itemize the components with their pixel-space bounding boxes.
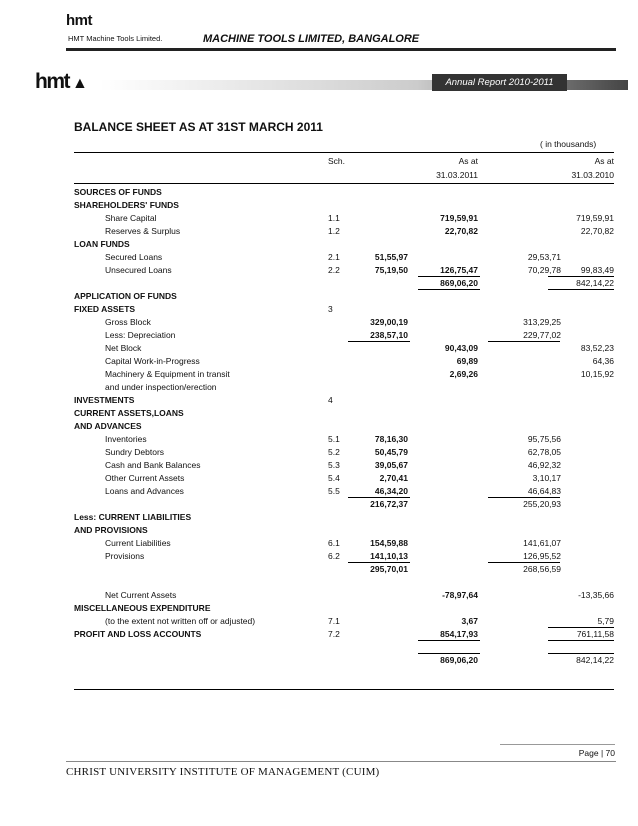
row-amount-2011: 2,69,26 [449, 369, 478, 379]
row-label: Current Liabilities [105, 538, 171, 548]
row-label: Inventories [105, 434, 147, 444]
row-amount-2011: 126,75,47 [440, 265, 478, 275]
row-amount-2011-sub: 238,57,10 [370, 330, 408, 340]
row-label: AND ADVANCES [74, 421, 142, 431]
row-schedule: 7.1 [328, 616, 340, 626]
row-label: (to the extent not written off or adjusted) [105, 616, 256, 626]
table-row [0, 472, 638, 484]
row-label: Gross Block [105, 317, 151, 327]
table-row [0, 485, 638, 497]
row-amount-2010: 64,36 [592, 356, 614, 366]
row-amount-2011: 3,67 [461, 616, 478, 626]
table-row [0, 199, 638, 211]
row-amount-2010-sub: 46,64,83 [527, 486, 561, 496]
row-amount-2010-sub: 62,78,05 [527, 447, 561, 457]
annual-report-badge: Annual Report 2010-2011 [432, 74, 567, 91]
table-row [0, 537, 638, 549]
row-amount-2010: 842,14,22 [576, 655, 614, 665]
table-row [0, 277, 638, 289]
row-amount-2010: 83,52,23 [580, 343, 614, 353]
table-row [0, 433, 638, 445]
table-row [0, 498, 638, 510]
row-label: Net Current Assets [105, 590, 177, 600]
row-label: MISCELLANEOUS EXPENDITURE [74, 603, 211, 613]
table-top-rule [74, 152, 614, 153]
row-amount-2011: 869,06,20 [440, 278, 478, 288]
table-row [0, 394, 638, 406]
table-row [0, 576, 638, 588]
row-amount-2011-sub: 51,55,97 [374, 252, 408, 262]
row-schedule: 1.2 [328, 226, 340, 236]
table-row [0, 524, 638, 536]
table-row [0, 303, 638, 315]
row-amount-2010: 99,83,49 [580, 265, 614, 275]
sum-underline [548, 653, 614, 654]
table-bottom-rule [74, 689, 614, 690]
table-row [0, 264, 638, 276]
row-amount-2010-sub: 29,53,71 [527, 252, 561, 262]
row-amount-2011-sub: 2,70,41 [379, 473, 408, 483]
row-amount-2011: 22,70,82 [444, 226, 478, 236]
sum-underline [348, 497, 410, 498]
row-amount-2010-sub: 141,61,07 [523, 538, 561, 548]
row-schedule: 5.1 [328, 434, 340, 444]
table-row [0, 420, 638, 432]
row-schedule: 2.1 [328, 252, 340, 262]
table-row [0, 368, 638, 380]
table-row [0, 238, 638, 250]
col-header-sch: Sch. [328, 156, 346, 166]
table-row [0, 459, 638, 471]
sum-underline [348, 562, 410, 563]
row-amount-2011: 869,06,20 [440, 655, 478, 665]
page-box [500, 744, 615, 761]
sum-underline [418, 653, 480, 654]
row-amount-2010-sub: 46,92,32 [527, 460, 561, 470]
row-amount-2010-sub: 95,75,56 [527, 434, 561, 444]
row-amount-2010: -13,35,66 [578, 590, 614, 600]
table-row [0, 511, 638, 523]
table-row [0, 355, 638, 367]
row-label: SOURCES OF FUNDS [74, 187, 162, 197]
footer-rule [66, 761, 616, 762]
row-schedule: 4 [328, 395, 333, 405]
row-schedule: 2.2 [328, 265, 340, 275]
row-amount-2011-sub: 295,70,01 [370, 564, 408, 574]
row-amount-2011-sub: 46,34,20 [374, 486, 408, 496]
sum-underline [488, 497, 560, 498]
page-title: BALANCE SHEET AS AT 31ST MARCH 2011 [74, 120, 323, 134]
sum-underline [488, 562, 560, 563]
row-schedule: 5.2 [328, 447, 340, 457]
row-schedule: 7.2 [328, 629, 340, 639]
table-row [0, 641, 638, 653]
row-amount-2010-sub: 70,29,78 [527, 265, 561, 275]
table-row [0, 251, 638, 263]
row-label: Secured Loans [105, 252, 163, 262]
row-amount-2010-sub: 229,77,02 [523, 330, 561, 340]
table-row [0, 628, 638, 640]
row-label: and under inspection/erection [105, 382, 217, 392]
row-amount-2011-sub: 78,16,30 [374, 434, 408, 444]
table-row [0, 290, 638, 302]
row-label: APPLICATION OF FUNDS [74, 291, 177, 301]
row-amount-2010-sub: 255,20,93 [523, 499, 561, 509]
col-header-asat-2010: As at [594, 156, 614, 166]
footer-institution: CHRIST UNIVERSITY INSTITUTE OF MANAGEMENT (CUIM) [66, 766, 380, 778]
row-amount-2010: 10,15,92 [580, 369, 614, 379]
row-label: Net Block [105, 343, 142, 353]
row-amount-2010: 719,59,91 [576, 213, 614, 223]
row-schedule: 3 [328, 304, 333, 314]
table-row [0, 316, 638, 328]
row-schedule: 6.1 [328, 538, 340, 548]
row-amount-2010: 842,14,22 [576, 278, 614, 288]
row-amount-2011-sub: 75,19,50 [374, 265, 408, 275]
table-row [0, 589, 638, 601]
row-amount-2011: 719,59,91 [440, 213, 478, 223]
table-row [0, 186, 638, 198]
row-label: INVESTMENTS [74, 395, 135, 405]
table-row [0, 225, 638, 237]
table-row [0, 615, 638, 627]
row-label: Loans and Advances [105, 486, 184, 496]
row-amount-2010-sub: 313,29,25 [523, 317, 561, 327]
row-schedule: 5.4 [328, 473, 340, 483]
company-title: MACHINE TOOLS LIMITED, BANGALORE [203, 33, 420, 45]
row-amount-2010-sub: 268,56,59 [523, 564, 561, 574]
row-amount-2010-sub: 3,10,17 [532, 473, 561, 483]
row-amount-2010: 5,79 [597, 616, 614, 626]
row-amount-2010: 22,70,82 [580, 226, 614, 236]
row-label: FIXED ASSETS [74, 304, 136, 314]
table-row [0, 329, 638, 341]
hmt-logo-large [35, 70, 88, 94]
hmt-logo-text: hmt [66, 12, 92, 29]
row-schedule: 1.1 [328, 213, 340, 223]
row-label: SHAREHOLDERS' FUNDS [74, 200, 179, 210]
row-amount-2011-sub: 50,45,79 [374, 447, 408, 457]
row-label: Sundry Debtors [105, 447, 165, 457]
row-amount-2010-sub: 126,95,52 [523, 551, 561, 561]
row-amount-2010: 761,11,58 [576, 629, 614, 639]
row-label: Other Current Assets [105, 473, 185, 483]
table-row [0, 212, 638, 224]
hmt-logo-large-text: hmt [35, 70, 69, 93]
row-schedule: 6.2 [328, 551, 340, 561]
hmt-mark-icon: ▲ [72, 75, 88, 92]
row-label: Reserves & Surplus [105, 226, 181, 236]
row-amount-2011: 854,17,93 [440, 629, 478, 639]
row-amount-2011-sub: 216,72,37 [370, 499, 408, 509]
table-row [0, 342, 638, 354]
col-header-date-2011: 31.03.2011 [436, 170, 478, 180]
col-header-asat-2011: As at [458, 156, 478, 166]
table-row [0, 446, 638, 458]
table-row [0, 381, 638, 393]
hmt-logo [66, 12, 174, 46]
units-note: ( in thousands) [540, 139, 597, 149]
row-label: Less: Depreciation [105, 330, 176, 340]
row-amount-2011-sub: 329,00,19 [370, 317, 408, 327]
col-header-date-2010: 31.03.2010 [571, 170, 614, 180]
row-schedule: 5.5 [328, 486, 340, 496]
row-amount-2011: -78,97,64 [442, 590, 478, 600]
table-row [0, 563, 638, 575]
row-label: Less: CURRENT LIABILITIES [74, 512, 192, 522]
row-schedule: 5.3 [328, 460, 340, 470]
row-label: Unsecured Loans [105, 265, 172, 275]
hmt-logo-subtitle: HMT Machine Tools Limited. [68, 34, 163, 43]
row-amount-2011: 69,89 [456, 356, 478, 366]
row-amount-2011-sub: 39,05,67 [374, 460, 408, 470]
row-label: Share Capital [105, 213, 157, 223]
table-row [0, 407, 638, 419]
page-number: Page | 70 [578, 748, 615, 758]
row-amount-2011: 90,43,09 [444, 343, 478, 353]
header-rule [66, 48, 616, 51]
row-label: Machinery & Equipment in transit [105, 369, 230, 379]
row-label: LOAN FUNDS [74, 239, 130, 249]
row-label: Cash and Bank Balances [105, 460, 201, 470]
table-row [0, 654, 638, 666]
row-label: Capital Work-in-Progress [105, 356, 200, 366]
row-label: PROFIT AND LOSS ACCOUNTS [74, 629, 202, 639]
row-label: Provisions [105, 551, 145, 561]
row-amount-2011-sub: 154,59,88 [370, 538, 408, 548]
table-row [0, 602, 638, 614]
table-row [0, 550, 638, 562]
row-label: CURRENT ASSETS,LOANS [74, 408, 184, 418]
row-label: AND PROVISIONS [74, 525, 148, 535]
row-amount-2011-sub: 141,10,13 [370, 551, 408, 561]
table-header-rule [74, 183, 614, 184]
